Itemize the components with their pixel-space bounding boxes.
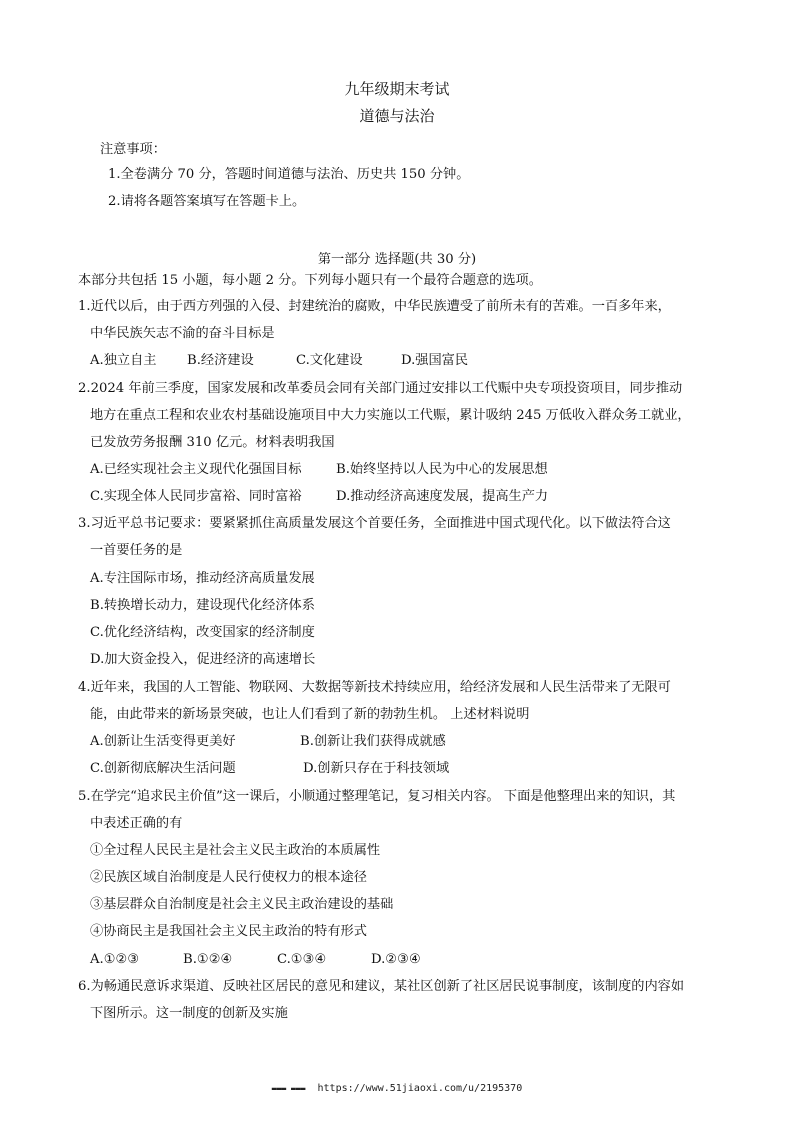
- q3-stem-line2: 一首要任务的是: [90, 543, 183, 558]
- q5-option-d: D.②③④: [371, 952, 421, 967]
- q2-option-c: C.实现全体人民同步富裕、同时富裕: [90, 489, 302, 504]
- footer-logo: ▬▬▬ ▬▬▬: [271, 1084, 306, 1093]
- exam-title: 九年级期末考试: [344, 80, 450, 98]
- q4-option-b: B.创新让我们获得成就感: [300, 734, 446, 749]
- q2-option-b: B.始终坚持以人民为中心的发展思想: [336, 462, 548, 477]
- q4-stem-line2: 能，由此带来的新场景突破，也让人们看到了新的勃勃生机。 上述材料说明: [90, 707, 530, 722]
- q5-stem-line2: 中表述正确的有: [90, 816, 183, 831]
- exam-subject: 道德与法治: [359, 107, 435, 125]
- q3-option-a: A.专注国际市场，推动经济高质量发展: [90, 571, 315, 586]
- q5-statement-2: ②民族区域自治制度是人民行使权力的根本途径: [90, 870, 367, 885]
- q2-option-d: D.推动经济高速度发展，提高生产力: [336, 489, 549, 504]
- q2-stem-line1: 2.2024 年前三季度，国家发展和改革委员会同有关部门通过安排以工代赈中央专项投资项目，同步推动: [78, 381, 683, 396]
- q3-stem-line1: 3.习近平总书记要求：要紧紧抓住高质量发展这个首要任务，全面推进中国式现代化。以下做法符合这: [78, 516, 671, 531]
- notice-item-2: 2.请将各题答案填写在答题卡上。: [108, 194, 306, 209]
- q4-stem-line1: 4.近年来，我国的人工智能、物联网、大数据等新技术持续应用，给经济发展和人民生活带来了无限可: [78, 680, 671, 695]
- q1-option-c: C.文化建设: [296, 353, 363, 368]
- q5-option-c: C.①③④: [277, 952, 327, 967]
- page-footer: [0, 1083, 794, 1094]
- q4-option-d: D.创新只存在于科技领域: [303, 761, 450, 776]
- q1-option-b: B.经济建设: [187, 353, 254, 368]
- q1-option-d: D.强国富民: [401, 353, 469, 368]
- q1-stem-line1: 1.近代以后，由于西方列强的入侵、封建统治的腐败，中华民族遭受了前所未有的苦难。一百多年来，: [78, 299, 671, 314]
- q1-option-a: A.独立自主: [90, 353, 157, 368]
- q4-option-a: A.创新让生活变得更美好: [90, 734, 236, 749]
- q3-option-d: D.加大资金投入，促进经济的高速增长: [90, 652, 316, 667]
- q5-statement-3: ③基层群众自治制度是社会主义民主政治建设的基础: [90, 897, 394, 912]
- q2-stem-line3: 已发放劳务报酬 310 亿元。材料表明我国: [90, 435, 335, 450]
- q4-option-c: C.创新彻底解决生活问题: [90, 761, 236, 776]
- q1-stem-line2: 中华民族矢志不渝的奋斗目标是: [90, 326, 275, 341]
- footer-url[interactable]: https://www.51jiaoxi.com/u/2195370: [317, 1083, 523, 1094]
- notice-item-1: 1.全卷满分 70 分，答题时间道德与法治、历史共 150 分钟。: [108, 167, 470, 182]
- q5-option-b: B.①②④: [183, 952, 233, 967]
- section-title: 第一部分 选择题(共 30 分): [317, 252, 477, 267]
- q5-option-a: A.①②③: [90, 952, 140, 967]
- q3-option-c: C.优化经济结构，改变国家的经济制度: [90, 625, 315, 640]
- q6-stem-line2: 下图所示。这一制度的创新及实施: [90, 1006, 288, 1021]
- notice-heading: 注意事项：: [100, 142, 166, 157]
- q5-statement-1: ①全过程人民民主是社会主义民主政治的本质属性: [90, 843, 381, 858]
- q2-option-a: A.已经实现社会主义现代化强国目标: [90, 462, 302, 477]
- q2-stem-line2: 地方在重点工程和农业农村基础设施项目中大力实施以工代赈，累计吸纳 245 万低收入群众务工就业，: [90, 408, 691, 423]
- q5-statement-4: ④协商民主是我国社会主义民主政治的特有形式: [90, 924, 367, 939]
- q3-option-b: B.转换增长动力，建设现代化经济体系: [90, 598, 315, 613]
- section-intro: 本部分共包括 15 小题，每小题 2 分。下列每小题只有一个最符合题意的选项。: [78, 273, 542, 288]
- q5-stem-line1: 5.在学完“追求民主价值”这一课后，小顺通过整理笔记，复习相关内容。 下面是他整理出来的知识，其: [78, 789, 676, 804]
- q6-stem-line1: 6.为畅通民意诉求渠道、反映社区居民的意见和建议，某社区创新了社区居民说事制度，该制度的内容如: [78, 979, 685, 994]
